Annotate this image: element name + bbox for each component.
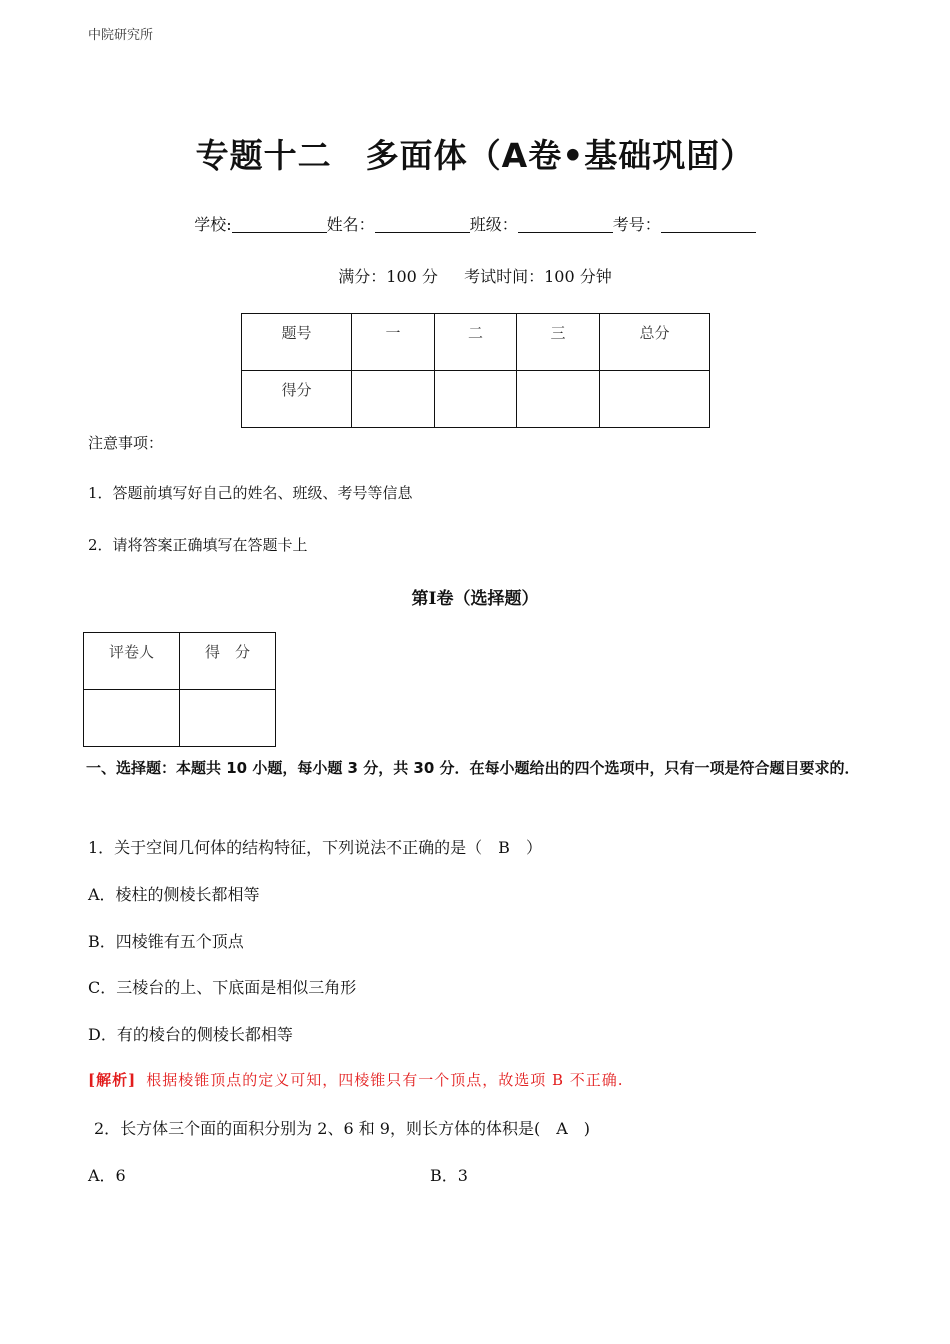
score-table-header: 总分: [600, 314, 710, 371]
notice-item: 2．请将答案正确填写在答题卡上: [88, 536, 308, 554]
score-table: [241, 313, 710, 428]
student-info-line: [0, 212, 950, 235]
notice-title: 注意事项：: [88, 434, 164, 452]
notice-item: 1．答题前填写好自己的姓名、班级、考号等信息: [88, 484, 413, 502]
class-label: 班级：: [469, 215, 518, 234]
score-cell[interactable]: [352, 371, 435, 428]
question-2-option-b: B．3: [430, 1166, 468, 1185]
score-table-header: 三: [517, 314, 600, 371]
exam-no-blank[interactable]: [661, 216, 756, 233]
section-title: 第Ⅰ卷（选择题）: [411, 589, 539, 609]
question-2-option-a: A．6: [88, 1166, 126, 1185]
grader-cell[interactable]: [84, 690, 180, 747]
school-blank[interactable]: [232, 216, 327, 233]
grader-header: 评卷人: [84, 633, 180, 690]
question-2-stem: 2．长方体三个面的面积分别为 2、6 和 9，则长方体的体积是( A ): [94, 1119, 591, 1138]
score-table-header: 题号: [242, 314, 352, 371]
grader-header: 得 分: [180, 633, 276, 690]
question-1-option-d: D．有的棱台的侧棱长都相等: [88, 1025, 293, 1044]
score-cell[interactable]: [435, 371, 517, 428]
page-title: 专题十二 多面体（A卷•基础巩固）: [195, 136, 755, 175]
score-row-label: 得分: [242, 371, 352, 428]
score-table-header: 一: [352, 314, 435, 371]
name-blank[interactable]: [375, 216, 470, 233]
question-1-option-c: C．三棱台的上、下底面是相似三角形: [88, 978, 357, 997]
school-label: 学校:: [194, 215, 232, 234]
class-blank[interactable]: [518, 216, 613, 233]
score-table-header: 二: [435, 314, 517, 371]
question-1-option-b: B．四棱锥有五个顶点: [88, 932, 244, 951]
question-1-stem: 1．关于空间几何体的结构特征，下列说法不正确的是（ B ）: [88, 838, 542, 857]
grader-table: [83, 632, 276, 747]
score-cell[interactable]: [600, 371, 710, 428]
name-label: 姓名：: [326, 215, 375, 234]
section-heading: 一、选择题：本题共 10 小题，每小题 3 分，共 30 分．在每小题给出的四个选项中，只有一项是符合题目要求的．: [86, 759, 860, 777]
analysis-text: 根据棱锥顶点的定义可知，四棱锥只有一个顶点，故选项 B 不正确.: [146, 1071, 624, 1089]
question-1-analysis: [88, 1069, 624, 1090]
grader-cell[interactable]: [180, 690, 276, 747]
analysis-label: [解析]: [88, 1071, 137, 1089]
score-cell[interactable]: [517, 371, 600, 428]
question-1-option-a: A．棱柱的侧棱长都相等: [88, 885, 260, 904]
exam-no-label: 考号：: [612, 215, 661, 234]
header-org: 中院研究所: [88, 28, 154, 43]
score-time-line: 满分：100 分 考试时间：100 分钟: [338, 267, 612, 286]
